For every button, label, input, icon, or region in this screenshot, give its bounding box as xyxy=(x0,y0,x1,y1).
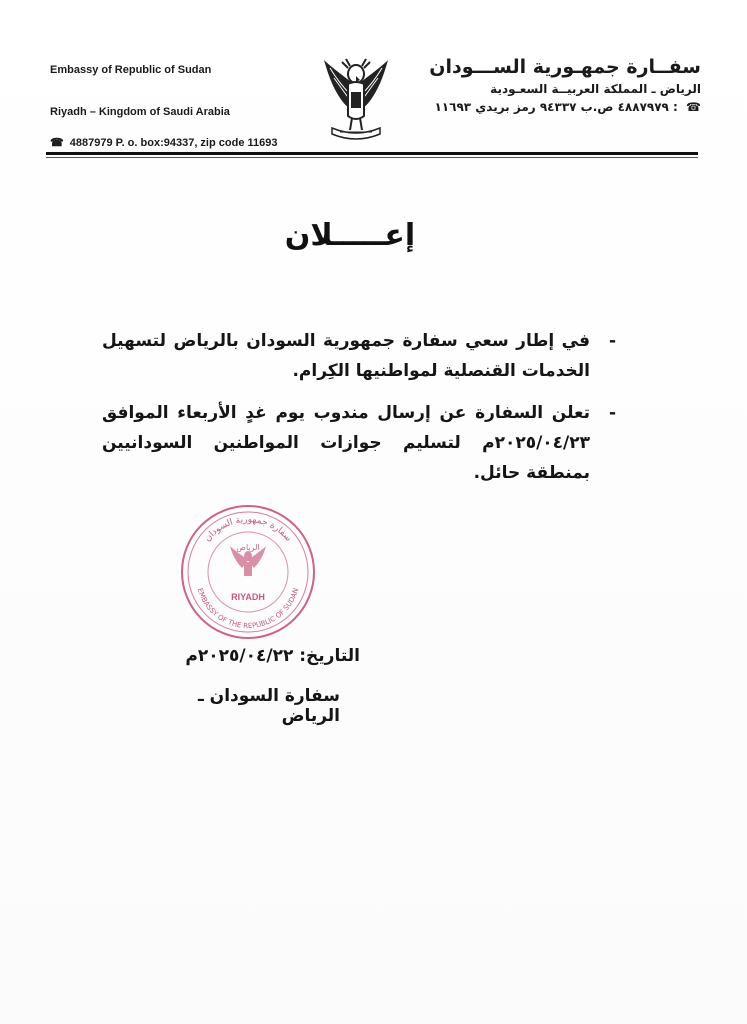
phone-icon: ☎ xyxy=(686,100,701,114)
paragraph-text: في إطار سعي سفارة جمهورية السودان بالرياض لتسهيل الخدمات القنصلية لمواطنيها الكِرام. xyxy=(102,331,590,381)
embassy-name-en: Embassy of Republic of Sudan xyxy=(50,64,212,76)
paragraph-1 xyxy=(102,326,616,386)
paragraph-text: تعلن السفارة عن إرسال مندوب يوم غدٍ الأربعاء الموافق ٢٠٢٥/٠٤/٢٣م لتسليم جوازات المواطنين السودانيين بمنطقة حائل. xyxy=(102,403,590,483)
bullet-dash: - xyxy=(608,331,616,351)
embassy-contact-ar-text: : ٤٨٨٧٩٧٩ ص.ب ٩٤٣٣٧ رمز بريدي ١١٦٩٣ xyxy=(434,100,678,114)
bullet-dash: - xyxy=(608,403,616,423)
embassy-location-en: Riyadh – Kingdom of Saudi Arabia xyxy=(50,106,230,118)
stamp-outer-text-en: EMBASSY OF THE REPUBLIC OF SUDAN xyxy=(195,587,301,631)
signature-line: سفارة السودان ـ الرياض xyxy=(197,686,340,726)
stamp-outer-text-ar: سفارة جمهورية السودان xyxy=(202,514,294,544)
announcement-title: إعـــــلان xyxy=(284,218,416,253)
embassy-stamp xyxy=(178,502,318,642)
header-divider xyxy=(46,152,698,155)
announcement-body xyxy=(102,326,616,500)
phone-icon: ☎ xyxy=(50,137,64,149)
embassy-contact-ar xyxy=(421,100,701,114)
embassy-name-ar: سفــارة جمهـورية الســـودان xyxy=(429,56,701,78)
stamp-inner-text-en: RIYADH xyxy=(231,592,265,602)
header-divider-thin xyxy=(46,157,698,158)
letterhead-arabic xyxy=(421,56,701,114)
embassy-location-ar: الرياض ـ المملكة العربيــة السعـودية xyxy=(490,82,701,96)
embassy-contact-en-text: 4887979 P. o. box:94337, zip code 11693 xyxy=(69,137,278,149)
sudan-secretary-bird-emblem-icon xyxy=(320,56,392,140)
stamp-inner-text-ar: الرياض xyxy=(236,543,260,552)
paragraph-2 xyxy=(102,398,616,488)
announcement-date: التاريخ: ٢٠٢٥/٠٤/٢٢م xyxy=(185,646,360,666)
embassy-contact-en xyxy=(50,136,277,149)
